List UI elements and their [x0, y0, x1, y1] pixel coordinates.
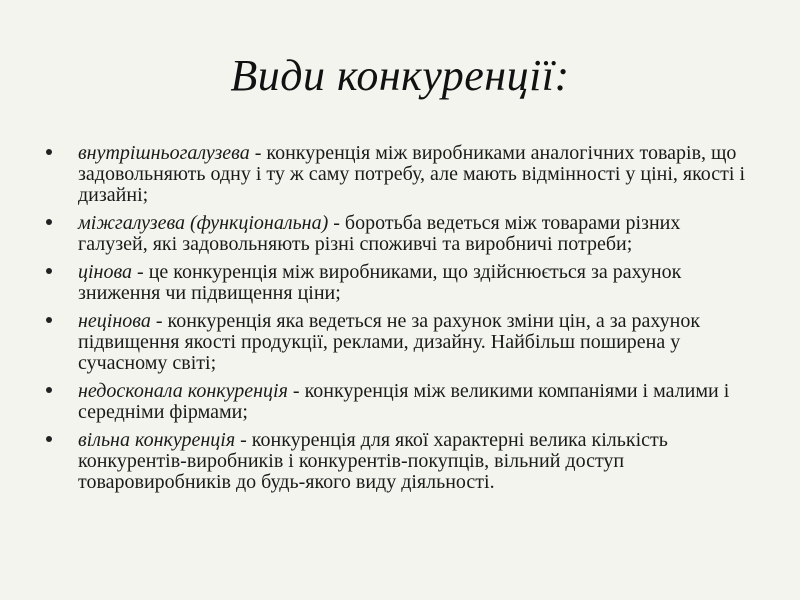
bullet-text: - це конкуренція між виробниками, що здійснюється за рахунок зниження чи підвищення ціни;	[78, 261, 682, 304]
bullet-item-inter-industry	[46, 213, 746, 255]
bullet-item-free	[46, 430, 746, 493]
bullet-text: - конкуренція між великими компаніями і малими і середніми фірмами;	[78, 380, 730, 423]
bullet-dot-icon	[46, 268, 52, 274]
bullet-term: внутрішньогалузева	[78, 142, 250, 164]
bullet-term: недосконала конкуренція	[78, 380, 288, 402]
bullet-text: - боротьба ведеться між товарами різних галузей, які задовольняють різні споживчі та виробничі потреби;	[78, 212, 681, 255]
bullet-text: - конкуренція між виробниками аналогічних товарів, що задовольняють одну і ту ж саму потребу, але мають відмінності у ціні, якості і дизайні;	[78, 142, 746, 206]
bullet-item-non-price	[46, 311, 746, 374]
bullet-dot-icon	[46, 317, 52, 323]
bullet-text: - конкуренція для якої характерні велика кількість конкурентів-виробників і конкурентів-покупців, вільний доступ товаровиробників до будь-якого виду діяльності.	[78, 429, 668, 493]
bullet-term: цінова	[78, 261, 133, 283]
bullet-term: міжгалузева (функціональна)	[78, 212, 329, 234]
bullet-dot-icon	[46, 436, 52, 442]
bullet-item-imperfect	[46, 381, 746, 423]
bullet-term: нецінова	[78, 310, 151, 332]
bullet-dot-icon	[46, 219, 52, 225]
bullet-term: вільна конкуренція	[78, 429, 236, 451]
bullet-text: - конкуренція яка ведеться не за рахунок зміни цін, а за рахунок підвищення якості продукції, реклами, дизайну. Найбільш поширена у сучасному світі;	[78, 310, 701, 374]
bullet-dot-icon	[46, 149, 52, 155]
bullet-item-price	[46, 262, 746, 304]
bullet-item-intra-industry	[46, 143, 746, 206]
bullet-dot-icon	[46, 387, 52, 393]
bullet-list	[46, 143, 746, 500]
slide-title: Види конкуренції:	[230, 51, 570, 100]
